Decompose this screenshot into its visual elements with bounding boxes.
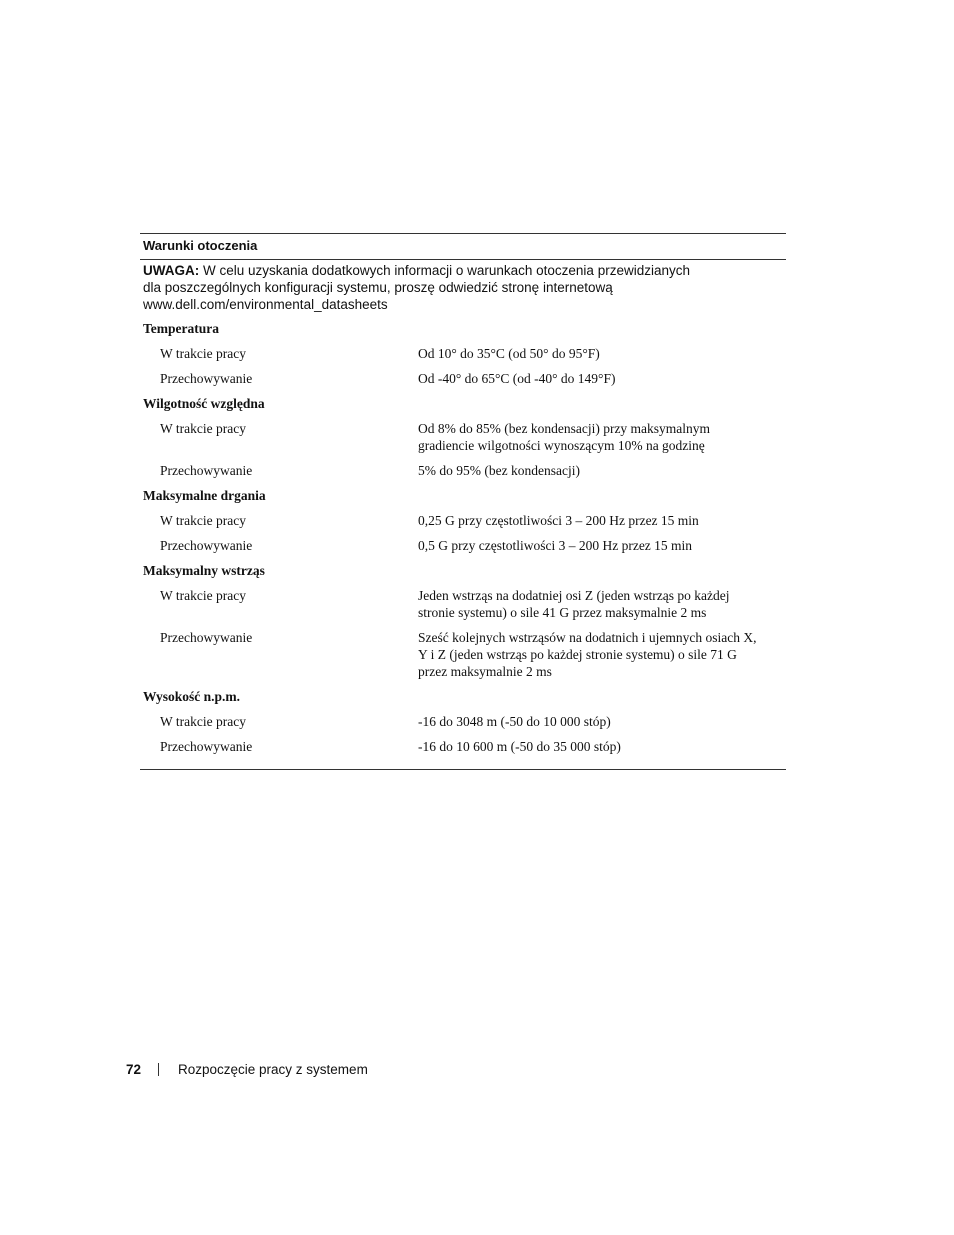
row-value: Jeden wstrząs na dodatniej osi Z (jeden wstrząs po każdej stronie systemu) o sile 41 G przez maksymalnie 2 ms — [418, 588, 730, 620]
section-title: Wilgotność względna — [143, 396, 265, 411]
table-row — [140, 713, 786, 730]
row-value: Od 10° do 35°C (od 50° do 95°F) — [418, 346, 600, 361]
table-body — [140, 313, 786, 769]
section-title: Maksymalne drgania — [143, 488, 266, 503]
row-value: Od 8% do 85% (bez kondensacji) przy maksymalnym gradiencie wilgotności wynoszącym 10% na godzinę — [418, 421, 711, 453]
table-row — [140, 420, 786, 454]
row-label: W trakcie pracy — [160, 421, 246, 436]
table-row — [140, 462, 786, 479]
row-value: Sześć kolejnych wstrząsów na dodatnich i ujemnych osiach X, Y i Z (jeden wstrząs po każdej stronie systemu) o sile 71 G przez maksymalnie 2 ms — [418, 630, 757, 679]
table-header: Warunki otoczenia — [143, 238, 258, 253]
environment-table — [140, 233, 786, 770]
row-value: 5% do 95% (bez kondensacji) — [418, 463, 580, 478]
row-label: Przechowywanie — [160, 371, 253, 386]
table-row — [140, 512, 786, 529]
table-row — [140, 629, 786, 680]
table-row — [140, 587, 786, 621]
table-row — [140, 345, 786, 362]
row-value: Od -40° do 65°C (od -40° do 149°F) — [418, 371, 616, 386]
table-row — [140, 370, 786, 387]
note-label: UWAGA: — [143, 263, 200, 278]
row-value: -16 do 10 600 m (-50 do 35 000 stóp) — [418, 739, 621, 754]
section-title: Maksymalny wstrząs — [143, 563, 265, 578]
section-title: Wysokość n.p.m. — [143, 689, 241, 704]
chapter-title: Rozpoczęcie pracy z systemem — [178, 1062, 368, 1077]
footer-separator — [158, 1063, 159, 1076]
row-label: Przechowywanie — [160, 739, 253, 754]
bottom-rule — [140, 769, 786, 770]
table-row — [140, 537, 786, 554]
row-label: Przechowywanie — [160, 538, 253, 553]
note-text-line1: W celu uzyskania dodatkowych informacji o warunkach otoczenia przewidzianych — [199, 263, 690, 278]
page-footer — [126, 1062, 368, 1077]
note-link[interactable]: www.dell.com/environmental_datasheets — [143, 297, 388, 312]
page-number: 72 — [126, 1062, 142, 1077]
row-label: W trakcie pracy — [160, 714, 246, 729]
note — [140, 260, 733, 313]
table-row — [140, 738, 786, 755]
row-value: -16 do 3048 m (-50 do 10 000 stóp) — [418, 714, 611, 729]
row-label: Przechowywanie — [160, 463, 253, 478]
row-value: 0,25 G przy częstotliwości 3 – 200 Hz przez 15 min — [418, 513, 699, 528]
section-title: Temperatura — [143, 321, 219, 336]
note-text-line2: dla poszczególnych konfiguracji systemu, proszę odwiedzić stronę internetową — [143, 280, 613, 295]
row-label: W trakcie pracy — [160, 346, 246, 361]
row-value: 0,5 G przy częstotliwości 3 – 200 Hz przez 15 min — [418, 538, 693, 553]
row-label: W trakcie pracy — [160, 588, 246, 603]
row-label: W trakcie pracy — [160, 513, 246, 528]
row-label: Przechowywanie — [160, 630, 253, 645]
